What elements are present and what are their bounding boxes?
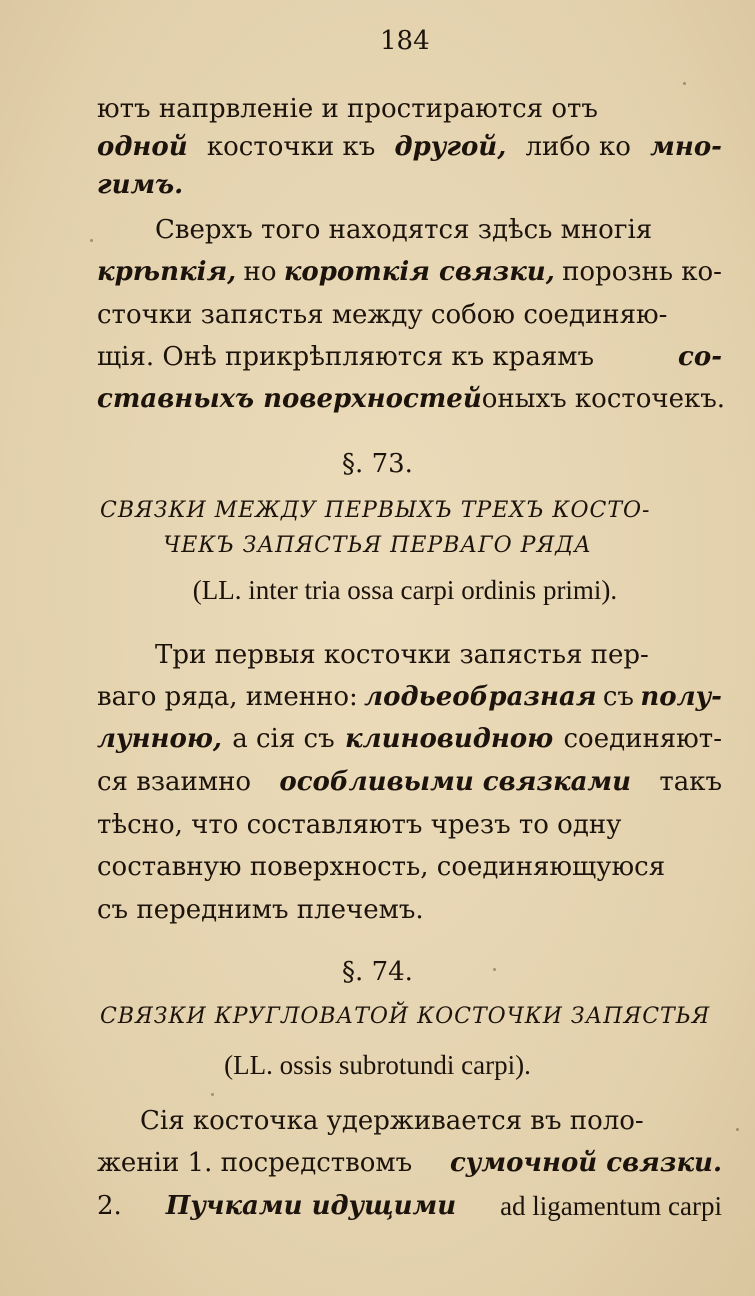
text-segment: СВЯЗКИ МЕЖДУ ПЕРВЫХЪ ТРЕХЪ КОСТО- [100, 498, 651, 523]
body-line [97, 893, 424, 927]
text-segment: ставныхъ поверхностей [97, 384, 482, 414]
section-heading [100, 494, 700, 528]
text-segment: крѣпкія, [97, 257, 237, 287]
text-segment: одной [97, 132, 188, 162]
text-segment: клиновидною [344, 724, 554, 754]
body-line [97, 1146, 722, 1180]
text-segment: соединяют- [563, 724, 722, 754]
text-segment: щія. Онѣ прикрѣпляются къ краямъ [97, 342, 594, 372]
text-segment: оныхъ косточекъ. [481, 384, 726, 414]
body-line [97, 722, 722, 756]
text-segment: ad ligamentum carpi [500, 1191, 722, 1221]
ink-speck [493, 968, 496, 971]
text-segment: Пучками идущими [165, 1191, 457, 1221]
body-line [97, 92, 722, 126]
text-segment: 2. [97, 1191, 122, 1221]
body-line [97, 382, 726, 416]
body-line [155, 638, 722, 672]
body-line [97, 168, 183, 202]
body-line [155, 213, 722, 247]
text-segment: со- [678, 342, 722, 372]
text-segment: Сверхъ того находятся здѣсь многія [155, 215, 653, 245]
text-segment: лунною, [97, 724, 222, 754]
latin-subtitle [120, 573, 690, 608]
ink-speck [90, 239, 93, 242]
ink-speck [736, 1128, 739, 1131]
body-line [97, 1189, 722, 1223]
latin-subtitle [0, 1048, 755, 1083]
text-segment: тѣсно, что составляютъ чрезъ то одну [97, 810, 622, 840]
text-segment: особливыми связками [279, 767, 632, 797]
text-segment: (LL. inter tria ossa carpi ordinis primi). [192, 575, 618, 605]
body-line [140, 1104, 722, 1138]
body-line [97, 298, 722, 332]
text-segment: съ [602, 682, 634, 712]
section-heading [0, 527, 755, 563]
text-segment: ваго ряда, именно: [97, 682, 358, 712]
text-segment: составную поверхность, соединяющуюся [97, 852, 666, 882]
text-segment: порознь ко- [562, 257, 722, 287]
ink-speck [683, 82, 686, 85]
section-heading [100, 1000, 710, 1034]
text-segment: но [243, 257, 277, 287]
text-segment: съ переднимъ плечемъ. [97, 895, 424, 925]
text-segment: либо ко [525, 132, 631, 162]
text-segment: СВЯЗКИ КРУГЛОВАТОЙ КОСТОЧКИ ЗАПЯСТЬЯ [100, 1004, 711, 1029]
text-segment: другой, [394, 132, 507, 162]
body-line [97, 850, 722, 884]
text-segment: §. 74. [342, 957, 413, 987]
text-segment: гимъ. [97, 170, 184, 200]
text-segment: такъ [659, 767, 722, 797]
text-segment: Три первыя косточки запястья пер- [155, 640, 649, 670]
text-segment: короткія связки, [283, 257, 555, 287]
text-segment: (LL. ossis subrotundi carpi). [224, 1050, 531, 1080]
text-segment: сточки запястья между собою соединяю- [97, 300, 668, 330]
text-segment: лодьеобразная [364, 682, 597, 712]
text-segment: а сія съ [232, 724, 335, 754]
ink-speck [211, 1093, 214, 1096]
text-segment: сумочной связки. [449, 1148, 722, 1178]
body-line [97, 765, 722, 799]
text-segment: §. 73. [342, 449, 413, 479]
body-line [97, 130, 722, 164]
body-line [97, 255, 722, 289]
section-number [0, 955, 755, 989]
text-segment: полу- [640, 682, 722, 712]
body-line [97, 340, 722, 374]
text-segment: Сія косточка удерживается въ поло- [140, 1106, 644, 1136]
text-segment: ЧЕКЪ ЗАПЯСТЬЯ ПЕРВАГО РЯДА [163, 533, 592, 558]
section-number [0, 447, 755, 481]
text-segment: косточки къ [206, 132, 376, 162]
text-segment: мно- [650, 132, 722, 162]
page-number: 184 [380, 26, 430, 56]
body-line [97, 808, 722, 842]
text-segment: ся взаимно [97, 767, 252, 797]
body-line [97, 680, 722, 714]
text-segment: женіи 1. посредствомъ [97, 1148, 413, 1178]
text-segment: ютъ напрвленіе и простираются отъ [97, 94, 598, 124]
